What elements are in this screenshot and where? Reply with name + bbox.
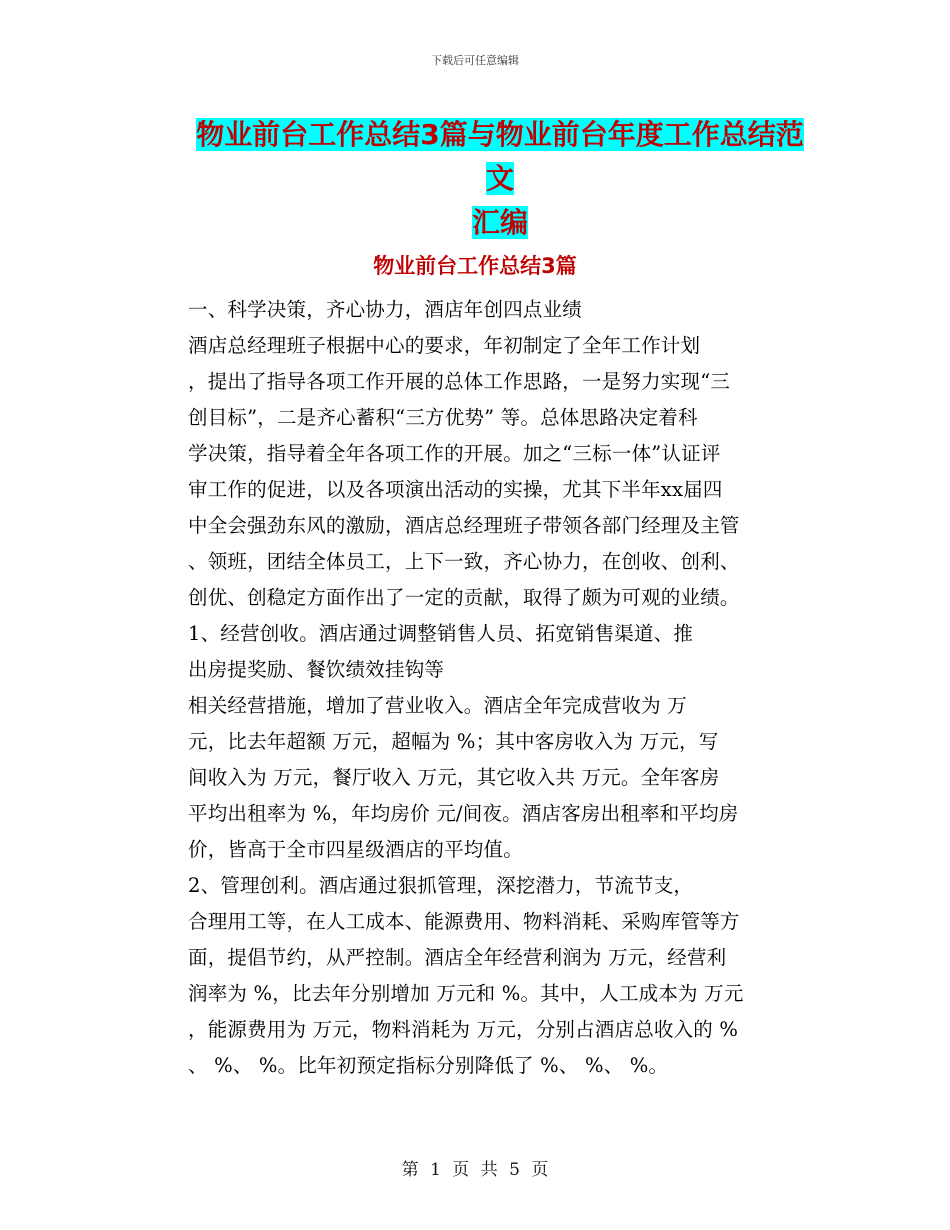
body-line: 润率为 %，比去年分别增加 万元和 %。其中，人工成本为 万元 bbox=[188, 982, 744, 1005]
page-header: 下载后可任意编辑 bbox=[431, 54, 519, 67]
body-line: 中全会强劲东风的激励，酒店总经理班子带领各部门经理及主管 bbox=[188, 514, 740, 537]
body-line: 酒店总经理班子根据中心的要求，年初制定了全年工作计划 bbox=[188, 334, 701, 357]
body-line: 面，提倡节约，从严控制。酒店全年经营利润为 万元，经营利 bbox=[188, 946, 727, 969]
body-line: 、 %、 %。比年初预定指标分别降低了 %、 %、 %。 bbox=[188, 1054, 669, 1077]
body-line: 合理用工等，在人工成本、能源费用、物料消耗、采购库管等方 bbox=[188, 910, 740, 933]
body-line: 创目标”，二是齐心蓄积“三方优势” 等。总体思路决定着科 bbox=[188, 406, 698, 429]
body-line: ，提出了指导各项工作开展的总体工作思路，一是努力实现“三 bbox=[188, 370, 731, 393]
body-line: 1、经营创收。酒店通过调整销售人员、拓宽销售渠道、推 bbox=[188, 622, 694, 645]
body-line: 相关经营措施，增加了营业收入。酒店全年完成营收为 万 bbox=[188, 694, 687, 717]
body-line: 创优、创稳定方面作出了一定的贡献，取得了颇为可观的业绩。 bbox=[188, 586, 740, 609]
page-footer: 第 1 页 共 5 页 bbox=[401, 1160, 549, 1180]
document-title-line-2: 汇编 bbox=[471, 206, 528, 239]
body-line: 元，比去年超额 万元，超幅为 %；其中客房收入为 万元，写 bbox=[188, 730, 719, 753]
body-line: 审工作的促进，以及各项演出活动的实操，尤其下半年xx届四 bbox=[188, 478, 723, 501]
body-line: 2、管理创利。酒店通过狠抓管理，深挖潜力，节流节支， bbox=[188, 874, 694, 897]
body-line: 价，皆高于全市四星级酒店的平均值。 bbox=[188, 838, 523, 861]
body-line: ，能源费用为 万元，物料消耗为 万元，分别占酒店总收入的 % bbox=[188, 1018, 739, 1041]
body-line: 平均出租率为 %，年均房价 元/间夜。酒店客房出租率和平均房 bbox=[188, 802, 739, 825]
body-text bbox=[188, 292, 808, 1084]
document-title bbox=[190, 113, 810, 245]
section-title: 物业前台工作总结3篇 bbox=[373, 254, 577, 278]
body-line: 、领班，团结全体员工，上下一致，齐心协力，在创收、创利、 bbox=[188, 550, 740, 573]
body-line: 学决策，指导着全年各项工作的开展。加之“三标一体”认证评 bbox=[188, 442, 721, 465]
document-title-line-1: 物业前台工作总结3篇与物业前台年度工作总结范文 bbox=[196, 118, 804, 195]
body-line: 一、科学决策，齐心协力，酒店年创四点业绩 bbox=[188, 298, 583, 321]
body-line: 间收入为 万元，餐厅收入 万元，其它收入共 万元。全年客房 bbox=[188, 766, 720, 789]
body-line: 出房提奖励、餐饮绩效挂钩等 bbox=[188, 658, 445, 681]
